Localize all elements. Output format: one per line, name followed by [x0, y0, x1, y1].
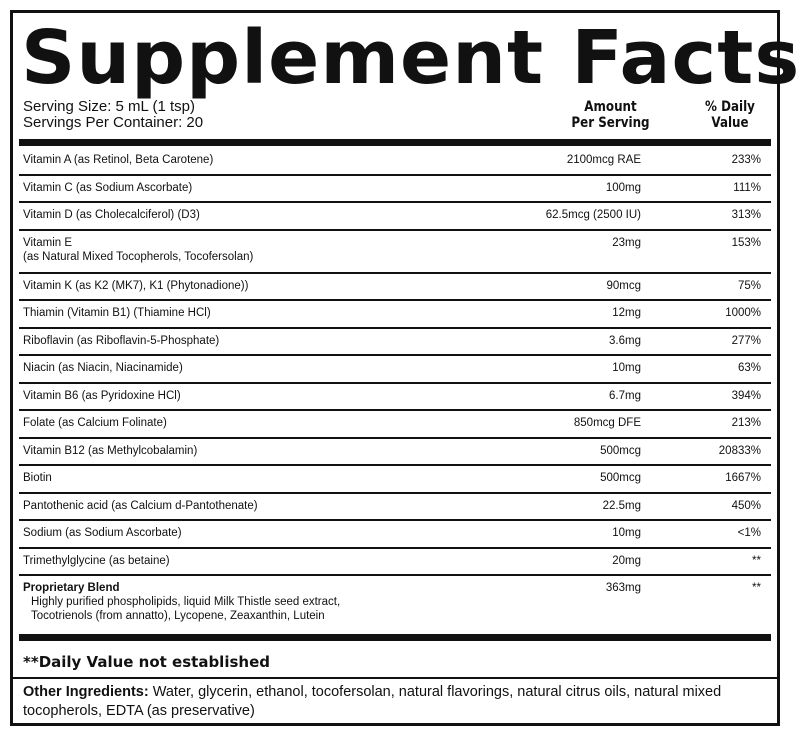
nutrient-name [23, 334, 543, 348]
serving-size: Serving Size: 5 mL (1 tsp) [23, 98, 196, 115]
nutrient-name [23, 444, 543, 458]
nutrient-amount: 20mg [612, 554, 641, 567]
nutrient-name-line: Pantothenic acid (as Calcium d-Pantothenate) [23, 499, 258, 512]
nutrient-amount: 2100mcg RAE [566, 154, 641, 166]
nutrient-table [19, 148, 771, 636]
nutrient-name-line: Vitamin B12 (as Methylcobalamin) [23, 444, 198, 457]
nutrient-source-line: (as Natural Mixed Tocopherols, Tocofersolan) [23, 250, 254, 263]
nutrient-daily-value: 63% [737, 362, 761, 374]
other-ingredients-label: Other Ingredients: [23, 684, 149, 700]
nutrient-amount: 6.7mg [609, 389, 641, 402]
nutrient-name [23, 236, 543, 264]
nutrient-name [23, 306, 543, 320]
nutrient-name [23, 499, 543, 513]
nutrient-amount: 90mcg [606, 279, 641, 292]
nutrient-name [23, 416, 543, 430]
blend-name-block [23, 581, 543, 623]
dv-header-line2: Value [711, 115, 749, 131]
nutrient-amount: 500mcg [600, 472, 641, 484]
nutrient-daily-value: 1667% [725, 472, 761, 484]
nutrient-amount: 10mg [612, 362, 641, 374]
nutrient-name [23, 279, 543, 293]
serving-info [23, 99, 203, 131]
blend-desc-line2: Tocotrienols (from annatto), Lycopene, Zeaxanthin, Lutein [31, 610, 325, 622]
nutrient-amount: 100mg [605, 181, 641, 194]
nutrient-name [23, 361, 543, 375]
blend-amount: 363mg [605, 582, 641, 594]
nutrient-name-line: Vitamin C (as Sodium Ascorbate) [23, 181, 193, 194]
blend-desc-line1: Highly purified phospholipids, liquid Milk Thistle seed extract, [31, 596, 341, 608]
nutrient-daily-value: 394% [731, 389, 761, 402]
servings-per-container: Servings Per Container: 20 [23, 114, 204, 131]
nutrient-name-line: Riboflavin (as Riboflavin-5-Phosphate) [23, 334, 220, 347]
nutrient-name-line: Vitamin D (as Cholecalciferol) (D3) [23, 209, 200, 221]
other-ingredients-text: Water, glycerin, ethanol, tocofersolan, natural flavorings, natural citrus oils, natural mixed tocopherols, EDTA (as preservative) [23, 684, 722, 719]
nutrient-name [23, 526, 543, 540]
nutrient-daily-value: <1% [737, 527, 761, 539]
nutrient-amount: 850mcg DFE [573, 417, 641, 429]
nutrient-amount: 500mcg [600, 444, 641, 457]
table-row [19, 301, 771, 329]
nutrient-daily-value: 75% [737, 279, 761, 292]
table-row [19, 203, 771, 231]
blend-name: Proprietary Blend [23, 582, 120, 594]
nutrient-amount: 62.5mcg (2500 IU) [545, 209, 641, 221]
nutrient-name-line: Thiamin (Vitamin B1) (Thiamine HCl) [23, 307, 211, 319]
table-row [19, 356, 771, 384]
table-row [19, 466, 771, 494]
blend-daily-value: ** [752, 582, 761, 594]
nutrient-daily-value: ** [752, 554, 761, 567]
supplement-facts-panel [10, 10, 800, 726]
dv-header-line1: % Daily [705, 99, 755, 115]
nutrient-name-line: Vitamin B6 (as Pyridoxine HCl) [23, 389, 181, 402]
nutrient-name [23, 181, 543, 195]
ingredients-divider [13, 677, 777, 679]
table-row [19, 176, 771, 204]
nutrient-amount: 3.6mg [609, 334, 641, 347]
nutrient-amount: 23mg [612, 236, 641, 249]
nutrient-daily-value: 213% [731, 417, 761, 429]
proprietary-blend-row [19, 576, 771, 636]
amount-header-line1: Amount [584, 99, 637, 115]
nutrient-name-line: Sodium (as Sodium Ascorbate) [23, 527, 182, 539]
daily-value-column-header [692, 99, 769, 131]
nutrient-amount: 12mg [612, 307, 641, 319]
nutrient-name-line: Biotin [23, 472, 52, 484]
nutrient-daily-value: 450% [731, 499, 761, 512]
amount-column-header [549, 99, 672, 131]
nutrient-daily-value: 1000% [725, 307, 761, 319]
table-row [19, 411, 771, 439]
footnote: **Daily Value not established [23, 653, 270, 671]
nutrient-name [23, 208, 543, 222]
nutrient-name-line: Niacin (as Niacin, Niacinamide) [23, 362, 183, 374]
table-row [19, 439, 771, 467]
nutrient-daily-value: 153% [731, 236, 761, 249]
table-row [19, 521, 771, 549]
table-row [19, 274, 771, 302]
nutrient-name [23, 471, 543, 485]
nutrient-daily-value: 233% [731, 154, 761, 166]
nutrient-daily-value: 277% [731, 334, 761, 347]
header-divider [19, 139, 771, 146]
table-row [19, 384, 771, 412]
nutrient-name-line: Vitamin E [23, 236, 73, 249]
table-row [19, 148, 771, 176]
nutrient-name-line: Vitamin A (as Retinol, Beta Carotene) [23, 154, 214, 166]
nutrient-name-line: Folate (as Calcium Folinate) [23, 417, 167, 429]
nutrient-daily-value: 313% [731, 209, 761, 221]
nutrient-name [23, 389, 543, 403]
footer-divider [19, 634, 771, 641]
nutrient-name-line: Trimethylglycine (as betaine) [23, 554, 170, 567]
nutrient-name-line: Vitamin K (as K2 (MK7), K1 (Phytonadione)) [23, 279, 249, 292]
nutrient-amount: 10mg [612, 527, 641, 539]
table-row [19, 494, 771, 522]
table-row [19, 549, 771, 577]
amount-header-line2: Per Serving [571, 115, 650, 131]
other-ingredients [23, 683, 768, 721]
nutrient-amount: 22.5mg [602, 499, 641, 512]
table-row [19, 231, 771, 274]
panel-title: Supplement Facts [21, 15, 800, 101]
table-row [19, 329, 771, 357]
nutrient-daily-value: 20833% [718, 444, 761, 457]
nutrient-daily-value: 111% [733, 181, 761, 194]
nutrient-name [23, 554, 543, 568]
nutrient-name [23, 153, 543, 167]
